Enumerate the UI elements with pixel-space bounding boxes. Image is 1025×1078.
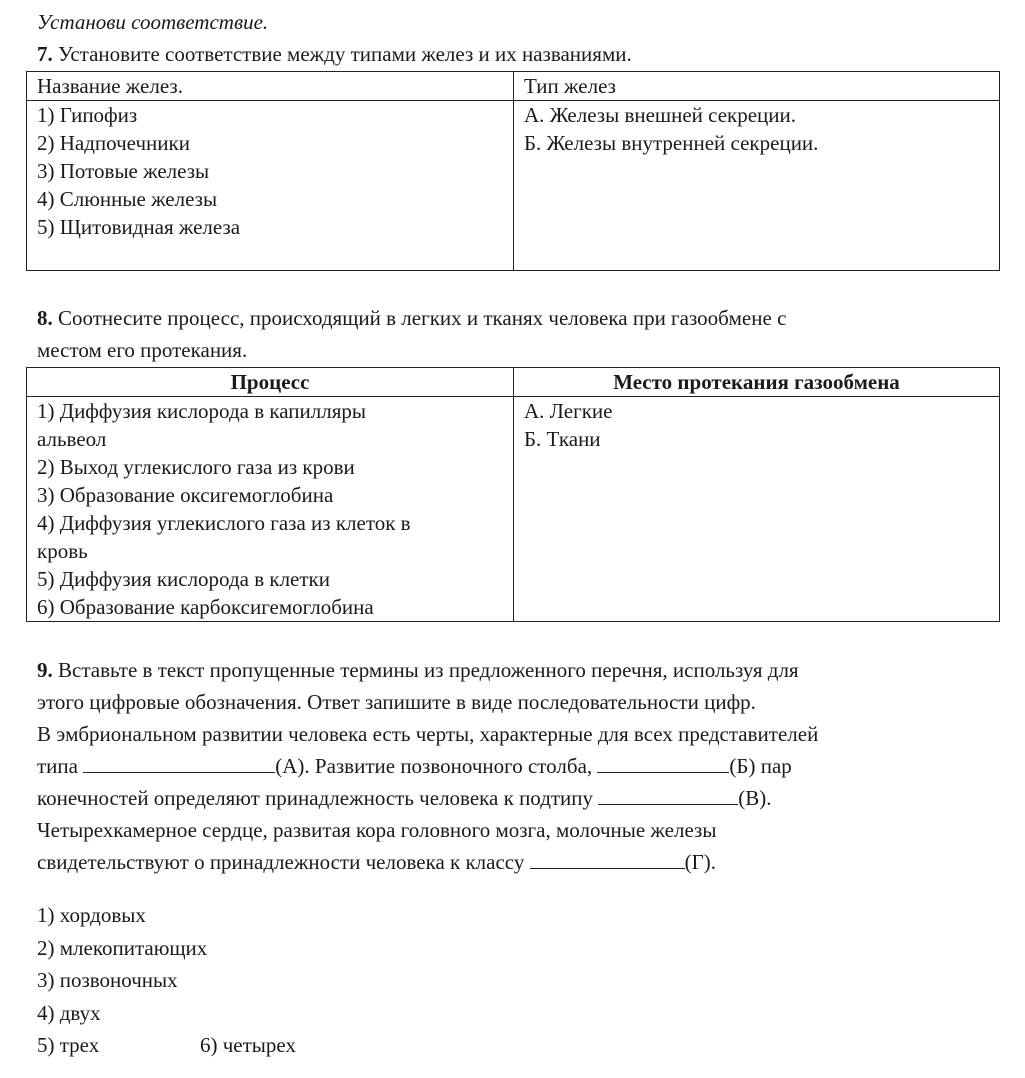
list-item: 5) Щитовидная железа: [37, 215, 241, 239]
list-item: Б. Железы внутренней секреции.: [524, 131, 819, 155]
q8-prompt-line1: [37, 304, 786, 332]
list-item: 1) Диффузия кислорода в капилляры: [37, 399, 367, 423]
q9-line4-middle: (А). Развитие позвоночного столба,: [275, 754, 598, 778]
list-item: 5) Диффузия кислорода в клетки: [37, 567, 330, 591]
blank-b[interactable]: [597, 754, 729, 773]
list-item: кровь: [37, 539, 88, 563]
q7-col1-header: Название желез.: [27, 72, 514, 101]
q9-line2: этого цифровые обозначения. Ответ запишите в виде последовательности цифр.: [37, 690, 756, 714]
q7-glands-cell: [27, 101, 514, 271]
q8-col2-header: Место протекания газообмена: [514, 368, 1000, 397]
q7-text: Установите соответствие между типами желез и их названиями.: [58, 42, 632, 66]
q8-process-cell: [27, 397, 514, 622]
option-item: 5) трех: [37, 1033, 100, 1057]
option-item: 4) двух: [37, 1000, 101, 1025]
list-item: А. Железы внешней секреции.: [524, 103, 797, 127]
q8-number: 8.: [37, 306, 53, 330]
q7-types-cell: [514, 101, 1000, 271]
list-item: 2) Надпочечники: [37, 131, 190, 155]
blank-a[interactable]: [83, 754, 275, 773]
list-item: 3) Образование оксигемоглобина: [37, 483, 334, 507]
list-item: 4) Слюнные железы: [37, 187, 218, 211]
q9-line7-start: свидетельствуют о принадлежности человека к классу: [37, 850, 530, 874]
q7-table: [26, 71, 1000, 271]
q8-prompt-line2: местом его протекания.: [37, 338, 248, 362]
q9-line5-start: конечностей определяют принадлежность человека к подтипу: [37, 786, 599, 810]
q9-line4-start: типа: [37, 754, 84, 778]
q9-number: 9.: [37, 658, 53, 682]
q8-table: [26, 367, 1000, 622]
list-item: 6) Образование карбоксигемоглобина: [37, 595, 374, 619]
list-item: 4) Диффузия углекислого газа из клеток в: [37, 511, 411, 535]
q9-line4-end: (Б) пар: [729, 754, 792, 778]
q9-line7-end: (Г).: [684, 850, 716, 874]
option-item: 2) млекопитающих: [37, 935, 208, 960]
q9-line5-end: (В).: [738, 786, 772, 810]
list-item: Б. Ткани: [524, 427, 601, 451]
blank-c[interactable]: [598, 786, 738, 805]
q9-line1: Вставьте в текст пропущенные термины из предложенного перечня, используя для: [58, 658, 799, 682]
q9-paragraph: [37, 654, 987, 878]
q9-line6: Четырехкамерное сердце, развитая кора головного мозга, молочные железы: [37, 818, 717, 842]
list-item: 1) Гипофиз: [37, 103, 138, 127]
blank-d[interactable]: [530, 850, 685, 869]
option-item: 6) четырех: [200, 1033, 296, 1057]
list-item: А. Легкие: [524, 399, 613, 423]
option-item: 3) позвоночных: [37, 968, 178, 992]
list-item: 2) Выход углекислого газа из крови: [37, 455, 355, 479]
q7-col2-header: Тип желез: [514, 72, 1000, 101]
option-item: 1) хордовых: [37, 903, 146, 927]
list-item: альвеол: [37, 427, 107, 451]
q9-options: [37, 899, 296, 1062]
q8-text-line1: Соотнесите процесс, происходящий в легких и тканях человека при газообмене с: [58, 306, 787, 330]
q9-line3: В эмбриональном развитии человека есть черты, характерные для всех представителей: [37, 722, 819, 746]
q7-prompt: [37, 40, 632, 68]
list-item: 3) Потовые железы: [37, 159, 210, 183]
instruction-heading: Установи соответствие.: [37, 10, 269, 34]
q7-number: 7.: [37, 42, 53, 66]
q8-col1-header: Процесс: [27, 368, 514, 397]
q8-place-cell: [514, 397, 1000, 622]
